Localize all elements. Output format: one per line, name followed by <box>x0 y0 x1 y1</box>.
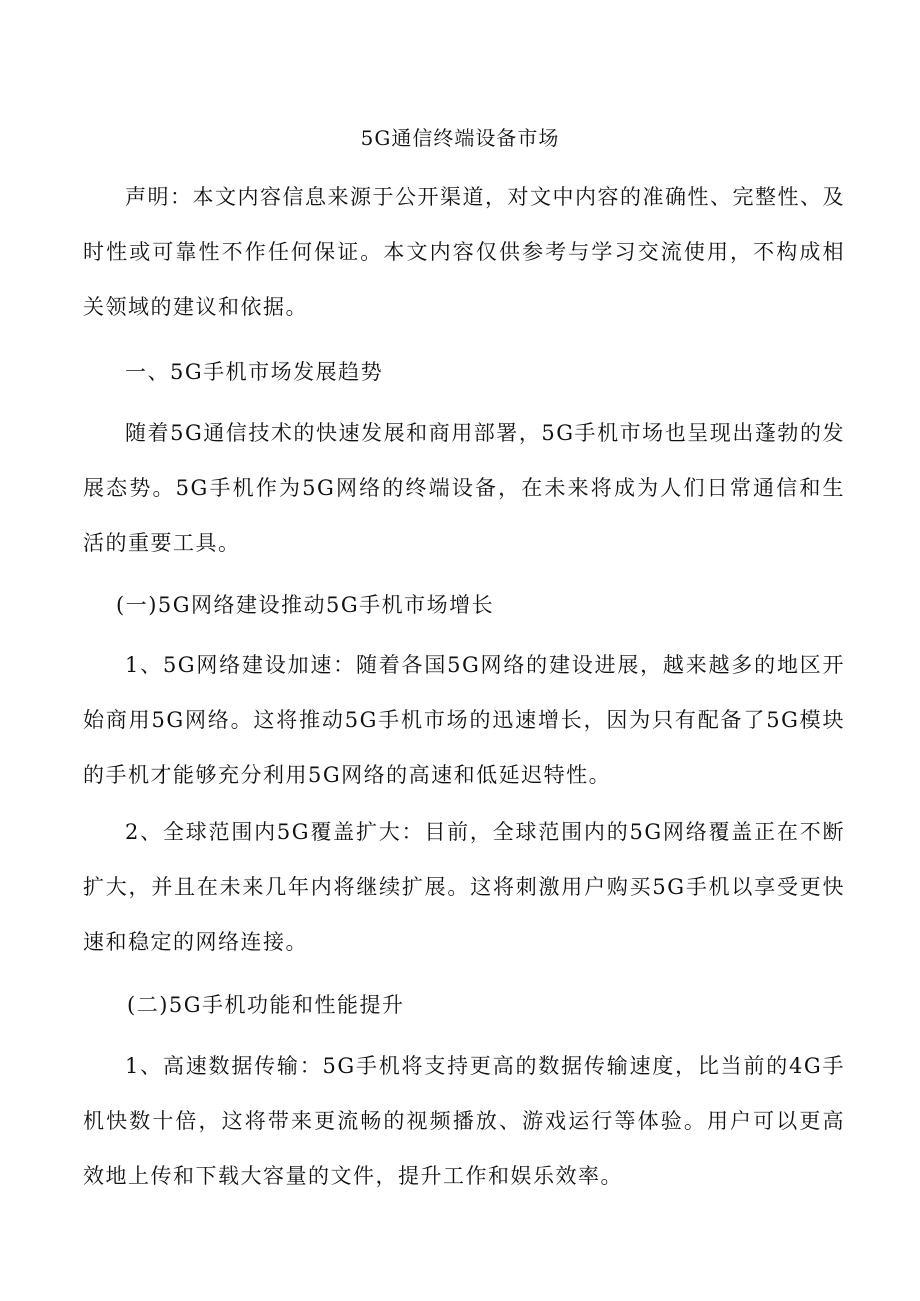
section-heading: 一、5G手机市场发展趋势 <box>125 360 384 384</box>
list-item-network-acceleration: 1、5G网络建设加速：随着各国5G网络的建设进展，越来越多的地区开始商用5G网络。这将推动5G手机市场的迅速增长，因为只有配备了5G模块的手机才能够充分利用5G网络的高速和低延迟特性。 <box>83 653 845 787</box>
list-item-global-coverage: 2、全球范围内5G覆盖扩大：目前，全球范围内的5G网络覆盖正在不断扩大，并且在未来几年内将继续扩展。这将刺激用户购买5G手机以享受更快速和稳定的网络连接。 <box>83 820 845 954</box>
section-intro-paragraph: 随着5G通信技术的快速发展和商用部署，5G手机市场也呈现出蓬勃的发展态势。5G手机作为5G网络的终端设备，在未来将成为人们日常通信和生活的重要工具。 <box>83 421 845 555</box>
list-item-high-speed-data: 1、高速数据传输：5G手机将支持更高的数据传输速度，比当前的4G手机快数十倍，这将带来更流畅的视频播放、游戏运行等体验。用户可以更高效地上传和下载大容量的文件，提升工作和娱乐效率。 <box>83 1054 845 1188</box>
subsection-heading-1: (一)5G网络建设推动5G手机市场增长 <box>116 593 495 617</box>
document-title: 5G通信终端设备市场 <box>360 126 560 150</box>
disclaimer-paragraph: 声明：本文内容信息来源于公开渠道，对文中内容的准确性、完整性、及时性或可靠性不作任何保证。本文内容仅供参考与学习交流使用，不构成相关领域的建议和依据。 <box>83 185 845 319</box>
subsection-heading-2: (二)5G手机功能和性能提升 <box>127 993 405 1017</box>
